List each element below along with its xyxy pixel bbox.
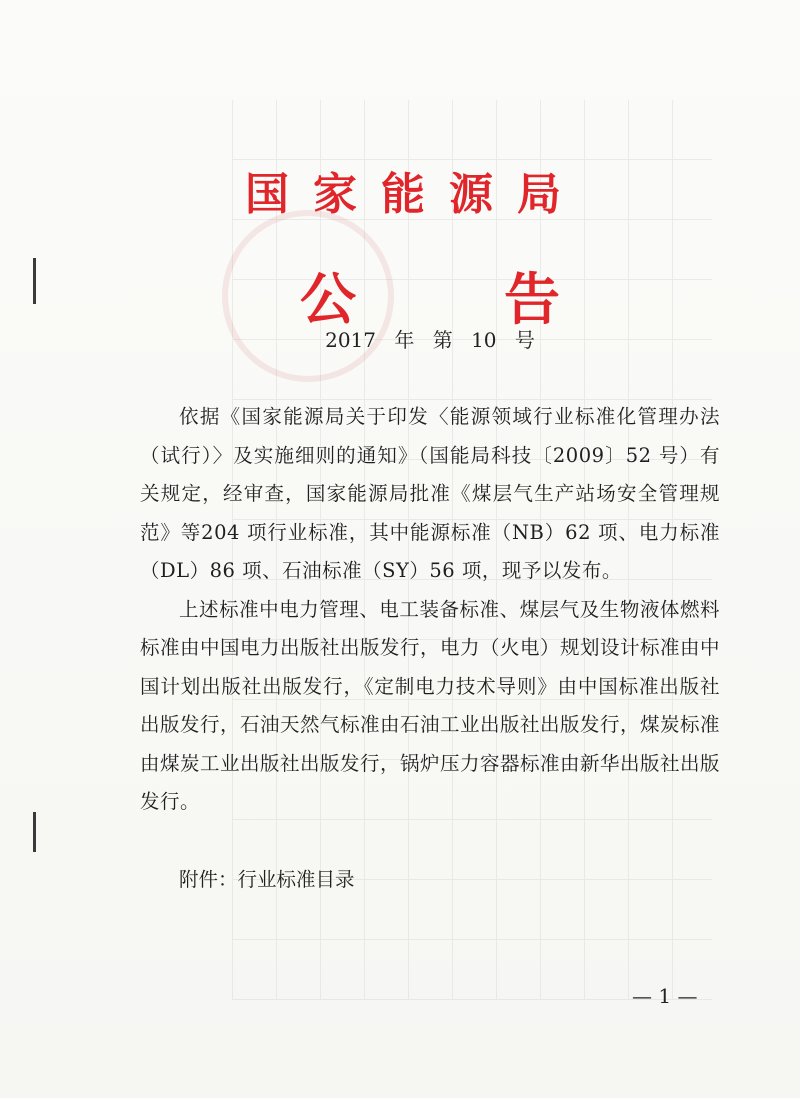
body-paragraph-2: 上述标准中电力管理、电工装备标准、煤层气及生物液体燃料标准由中国电力出版社出版发行，电力（火电）规划设计标准由中国计划出版社出版发行，《定制电力技术导则》由中国标准出版社出版发行，石油天然气标准由石油工业出版社出版发行，煤炭标准由煤炭工业出版社出版发行，锅炉压力容器标准由新华出版社出版发行。 <box>140 597 721 813</box>
binding-mark-top <box>33 258 36 304</box>
notice-body <box>140 398 720 822</box>
issuing-organization: 国家能源局 <box>245 169 585 220</box>
binding-mark-bottom <box>33 812 36 852</box>
notice-title-right: 告 <box>504 267 560 333</box>
notice-title-left: 公 <box>300 267 356 333</box>
attachment-line: 附件：行业标准目录 <box>179 868 355 891</box>
page-number: — 1 — <box>632 984 698 1008</box>
body-paragraph-1: 依据《国家能源局关于印发〈能源领域行业标准化管理办法（试行）〉及实施细则的通知》（国能局科技〔2009〕52 号）有关规定，经审查，国家能源局批准《煤层气生产站场安全管理规范》等204 项行业标准，其中能源标准（NB）62 项、电力标准（DL）86 项、石油标准（SY）56 项，现予以发布。 <box>140 405 720 582</box>
document-number: 2017 年 第 10 号 <box>325 328 535 352</box>
